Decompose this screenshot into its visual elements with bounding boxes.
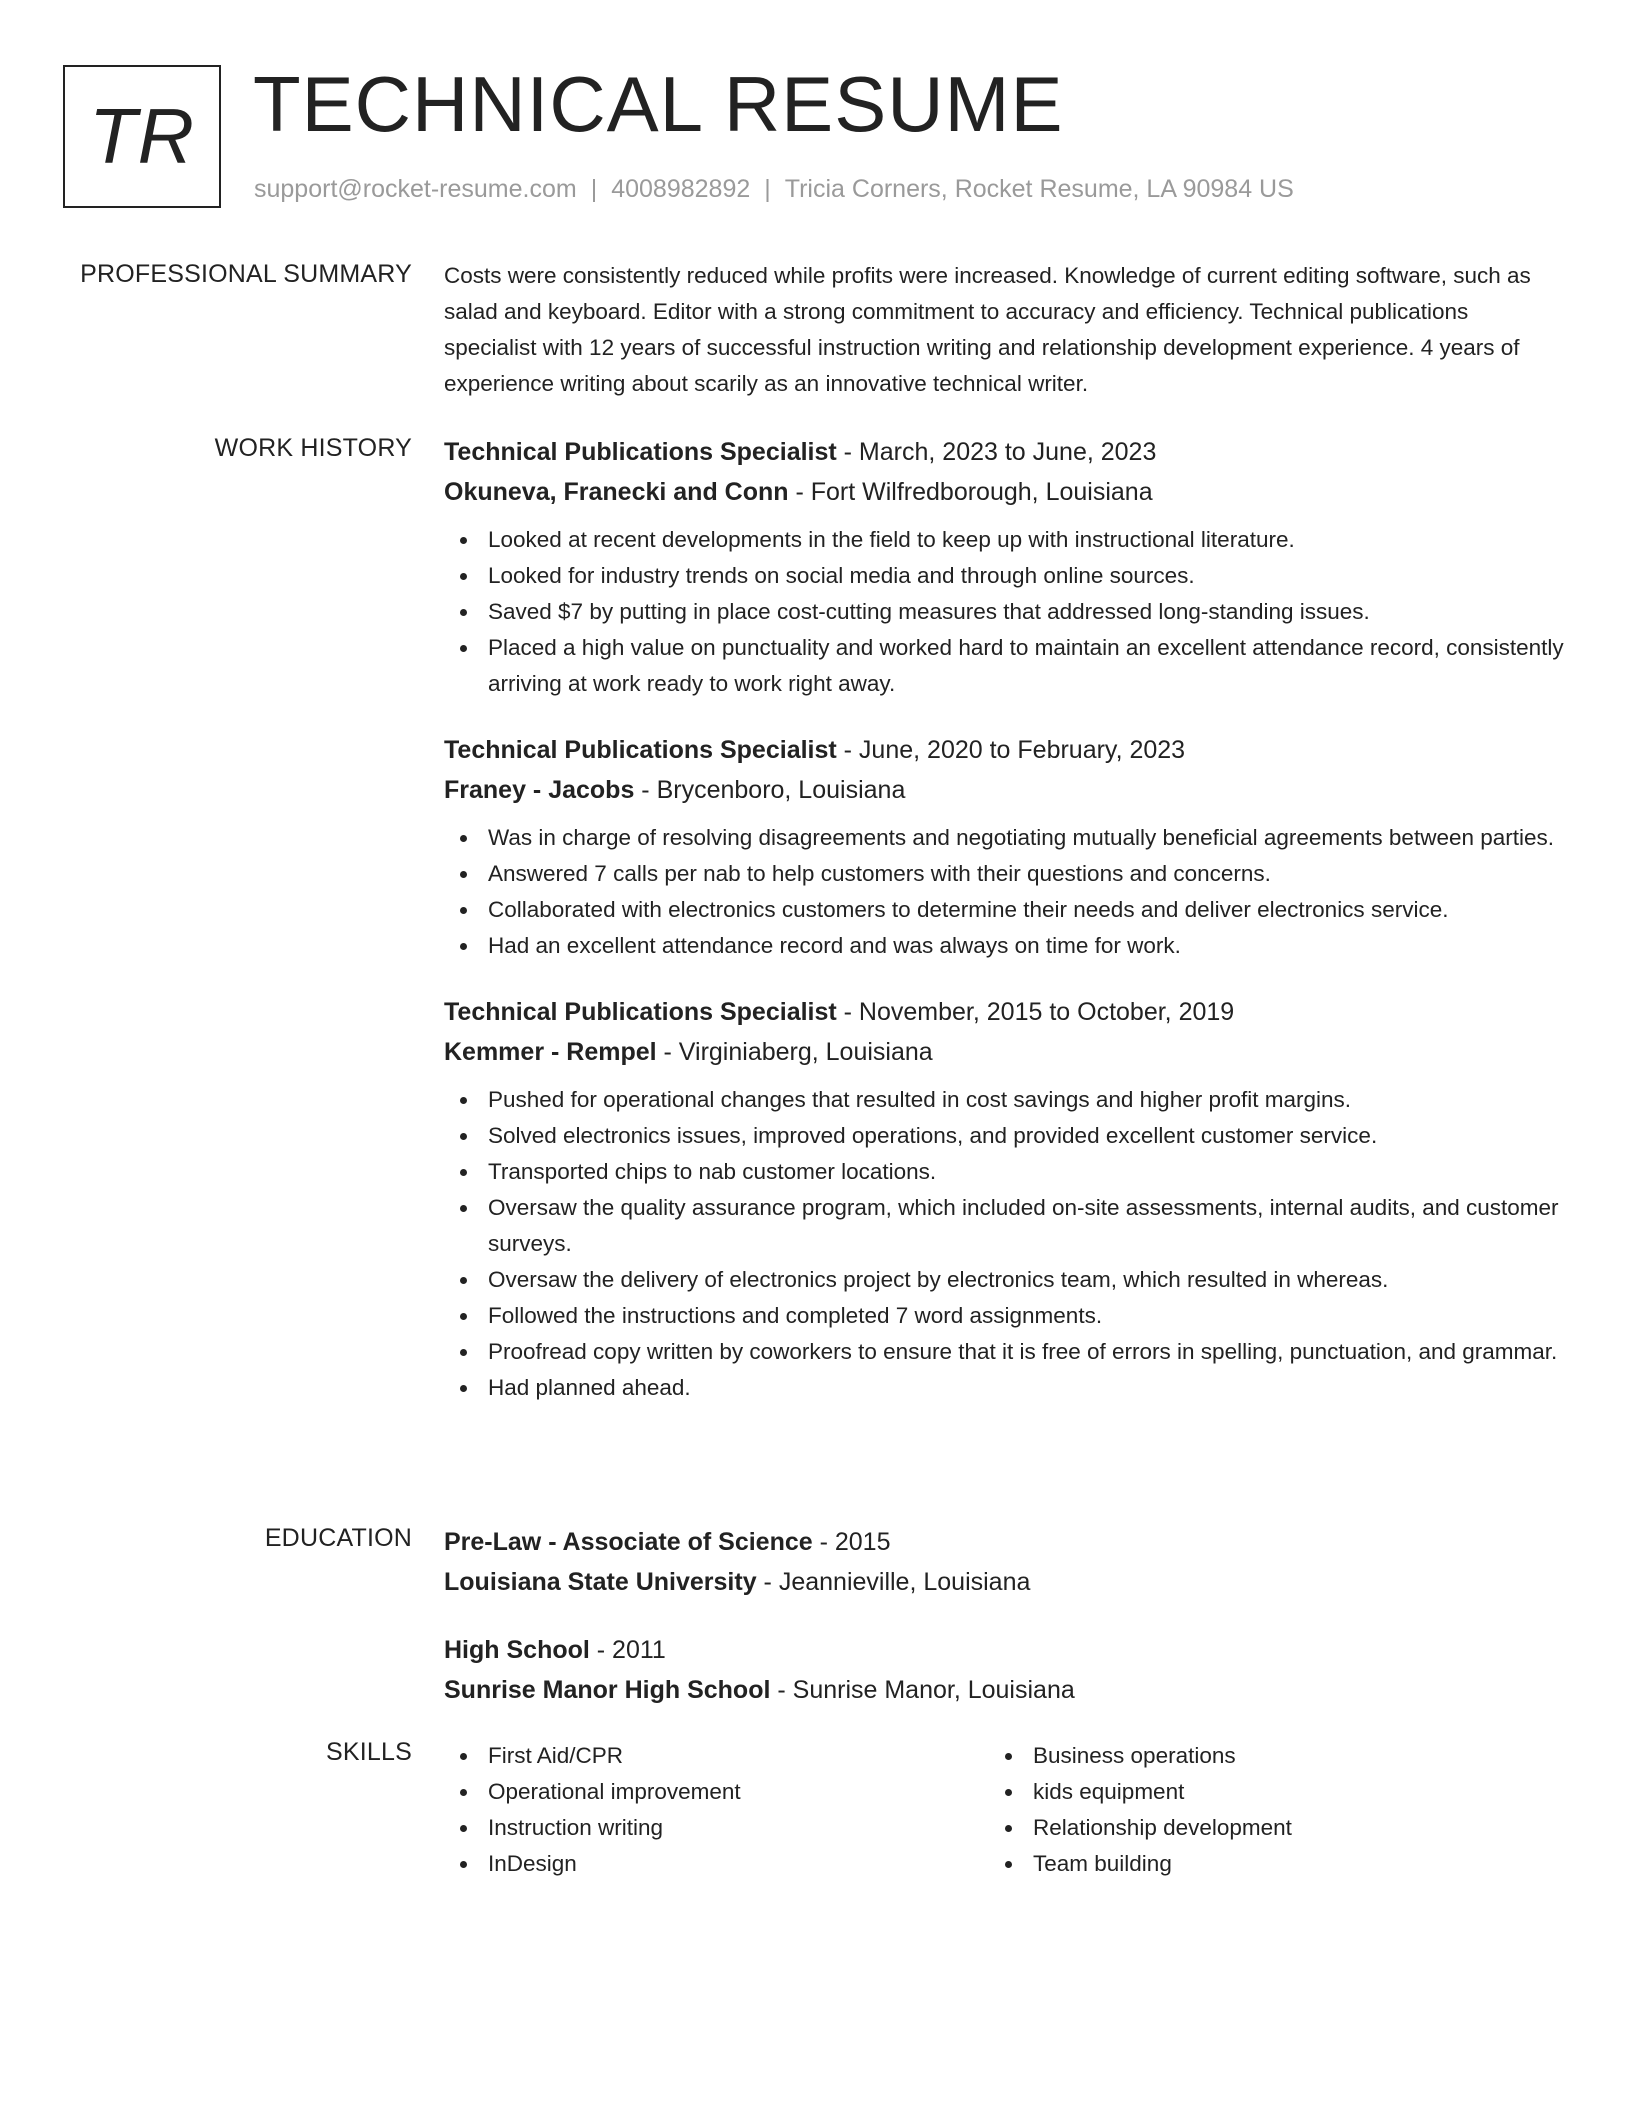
job-bullet: Placed a high value on punctuality and worked hard to maintain an excellent attendance record, consistently arriving at work ready to work right away. — [444, 630, 1564, 702]
job-bullet: Oversaw the delivery of electronics project by electronics team, which resulted in whereas. — [444, 1262, 1564, 1298]
job-title-line — [444, 992, 1564, 1032]
section-label-skills: SKILLS — [326, 1738, 412, 1766]
job-bullet: Answered 7 calls per nab to help customers with their questions and concerns. — [444, 856, 1564, 892]
education-entry — [444, 1630, 1564, 1710]
resume-title: TECHNICAL RESUME — [253, 60, 1064, 148]
job-company-line — [444, 472, 1564, 512]
job-entry — [444, 432, 1564, 702]
education-degree-line — [444, 1630, 1564, 1670]
skill-item: Team building — [989, 1846, 1534, 1882]
job-company-line — [444, 770, 1564, 810]
job-title-line — [444, 432, 1564, 472]
job-bullets — [444, 1082, 1564, 1406]
job-location: - Fort Wilfredborough, Louisiana — [788, 478, 1153, 506]
skills-column-right — [989, 1738, 1534, 1882]
education-list — [444, 1522, 1564, 1738]
education-degree-line — [444, 1522, 1564, 1562]
contact-line — [254, 175, 1294, 204]
skill-item: Relationship development — [989, 1810, 1534, 1846]
contact-separator: | — [590, 175, 598, 203]
education-degree: Pre-Law - Associate of Science — [444, 1528, 813, 1556]
education-year: - 2015 — [812, 1528, 891, 1556]
education-school-line — [444, 1562, 1564, 1602]
contact-separator: | — [764, 175, 771, 203]
job-bullet: Solved electronics issues, improved operations, and provided excellent customer service. — [444, 1118, 1564, 1154]
contact-email: support@rocket-resume.com — [254, 175, 577, 203]
monogram-box — [63, 65, 221, 208]
job-bullet: Oversaw the quality assurance program, which included on-site assessments, internal audits, and customer surveys. — [444, 1190, 1564, 1262]
job-entry — [444, 730, 1564, 964]
job-company-line — [444, 1032, 1564, 1072]
job-bullet: Followed the instructions and completed 7 word assignments. — [444, 1298, 1564, 1334]
job-bullet: Had an excellent attendance record and was always on time for work. — [444, 928, 1564, 964]
job-location: - Brycenboro, Louisiana — [634, 776, 906, 804]
section-label-summary: PROFESSIONAL SUMMARY — [80, 260, 412, 288]
education-location: - Jeannieville, Louisiana — [756, 1568, 1031, 1596]
monogram-initials: TR — [89, 92, 195, 180]
job-bullets — [444, 820, 1564, 964]
job-bullet: Looked for industry trends on social media and through online sources. — [444, 558, 1564, 594]
education-year: - 2011 — [589, 1636, 666, 1664]
skill-item: Operational improvement — [444, 1774, 989, 1810]
section-label-education: EDUCATION — [264, 1524, 412, 1552]
job-dates: - November, 2015 to October, 2019 — [836, 998, 1235, 1026]
education-entry — [444, 1522, 1564, 1602]
job-entry — [444, 992, 1564, 1406]
job-bullet: Pushed for operational changes that resulted in cost savings and higher profit margins. — [444, 1082, 1564, 1118]
education-school: Louisiana State University — [444, 1568, 757, 1596]
job-bullets — [444, 522, 1564, 702]
job-bullet: Collaborated with electronics customers to determine their needs and deliver electronics service. — [444, 892, 1564, 928]
contact-phone: 4008982892 — [611, 175, 751, 203]
education-location: - Sunrise Manor, Louisiana — [770, 1676, 1075, 1704]
job-title-line — [444, 730, 1564, 770]
job-bullet: Proofread copy written by coworkers to ensure that it is free of errors in spelling, punctuation, and grammar. — [444, 1334, 1564, 1370]
education-school-line — [444, 1670, 1564, 1710]
education-degree: High School — [444, 1636, 590, 1664]
job-title: Technical Publications Specialist — [444, 998, 837, 1026]
job-title: Technical Publications Specialist — [444, 438, 837, 466]
skill-item: First Aid/CPR — [444, 1738, 989, 1774]
skills-column-left — [444, 1738, 989, 1882]
skill-item: Instruction writing — [444, 1810, 989, 1846]
job-bullet: Looked at recent developments in the field to keep up with instructional literature. — [444, 522, 1564, 558]
skills-grid — [444, 1738, 1564, 1882]
resume-header — [63, 60, 1583, 210]
job-bullet: Was in charge of resolving disagreements and negotiating mutually beneficial agreements between parties. — [444, 820, 1564, 856]
skill-item: InDesign — [444, 1846, 989, 1882]
work-history-list — [444, 432, 1564, 1434]
skill-item: kids equipment — [989, 1774, 1534, 1810]
job-dates: - March, 2023 to June, 2023 — [836, 438, 1157, 466]
job-bullet: Transported chips to nab customer locations. — [444, 1154, 1564, 1190]
summary-text: Costs were consistently reduced while profits were increased. Knowledge of current editing software, such as salad and keyboard. Editor with a strong commitment to accuracy and efficiency. Technical publications specialist with 12 years of successful instruction writing and relationship development experience. 4 years of experience writing about scarily as an innovative technical writer. — [444, 263, 1531, 396]
contact-address: Tricia Corners, Rocket Resume, LA 90984 US — [784, 175, 1294, 203]
job-location: - Virginiaberg, Louisiana — [656, 1038, 933, 1066]
skill-item: Business operations — [989, 1738, 1534, 1774]
education-school: Sunrise Manor High School — [444, 1676, 771, 1704]
job-bullet: Had planned ahead. — [444, 1370, 1564, 1406]
section-label-work-history: WORK HISTORY — [214, 434, 412, 462]
job-title: Technical Publications Specialist — [444, 736, 837, 764]
job-dates: - June, 2020 to February, 2023 — [836, 736, 1186, 764]
job-company: Kemmer - Rempel — [444, 1038, 657, 1066]
job-company: Franey - Jacobs — [444, 776, 635, 804]
job-bullet: Saved $7 by putting in place cost-cutting measures that addressed long-standing issues. — [444, 594, 1564, 630]
job-company: Okuneva, Franecki and Conn — [444, 478, 789, 506]
